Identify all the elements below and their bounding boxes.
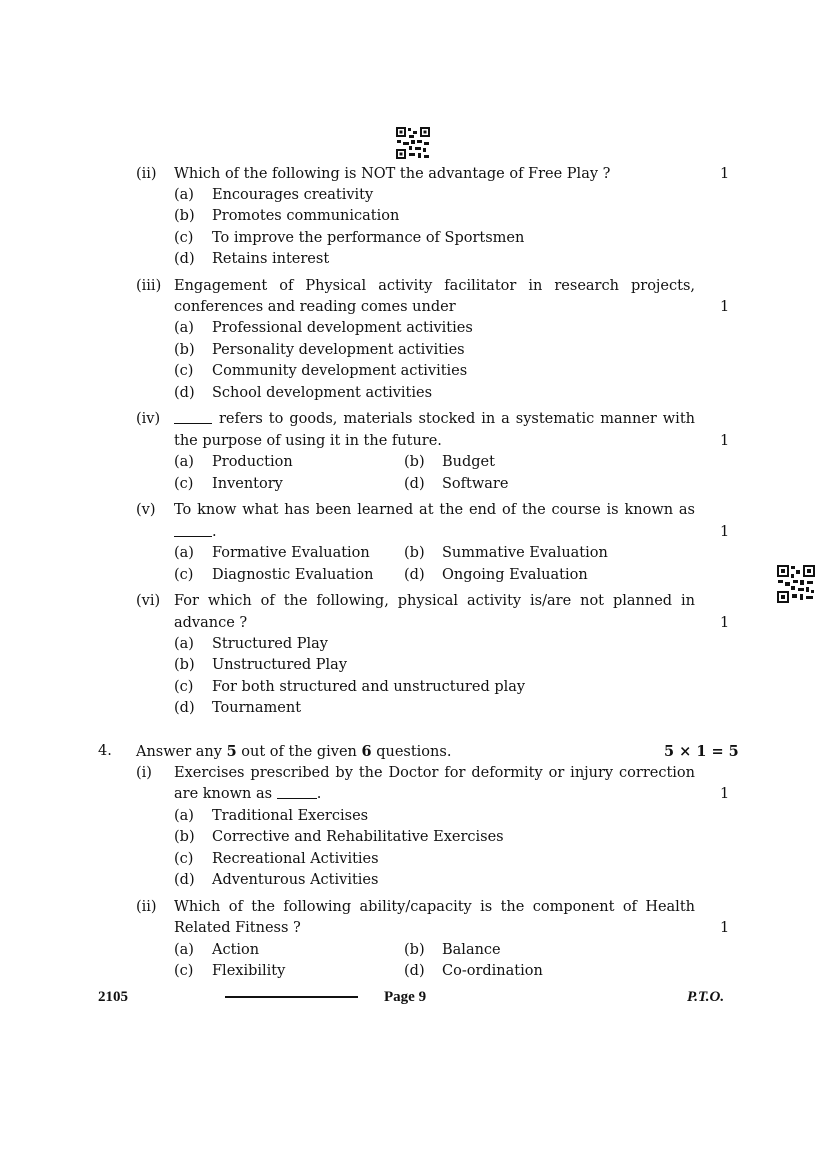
option-label: (a)	[174, 187, 194, 203]
option-label: (b)	[174, 208, 195, 224]
option-label: (d)	[174, 700, 195, 716]
option-text: Balance	[442, 942, 501, 958]
question-number: (v)	[136, 502, 156, 518]
option-label: (a)	[174, 636, 194, 652]
question-text-suffix: .	[316, 786, 322, 802]
option-label: (d)	[404, 567, 425, 583]
option-text: Co-ordination	[442, 963, 543, 979]
paper-code: 2105	[98, 989, 128, 1005]
question-text: are known as	[174, 786, 273, 802]
option-label: (b)	[174, 342, 195, 358]
option-label: (a)	[174, 454, 194, 470]
question-number: (vi)	[136, 593, 161, 609]
option-label: (a)	[174, 942, 194, 958]
option-label: (c)	[174, 230, 194, 246]
option-text: For both structured and unstructured play	[212, 679, 526, 695]
question-marks: 1	[720, 786, 730, 802]
option-label: (d)	[404, 963, 425, 979]
intro-count: 6	[361, 743, 372, 760]
option-label: (d)	[174, 251, 195, 267]
intro-count: 5	[226, 743, 237, 760]
option-label: (c)	[174, 679, 194, 695]
question-marks: 1	[720, 433, 730, 449]
question-marks: 1	[720, 299, 730, 315]
intro-text: questions.	[371, 744, 452, 760]
question-text: For which of the following, physical activity is/are not planned in	[174, 593, 695, 609]
answer-blank-line	[174, 524, 217, 541]
option-label: (b)	[174, 657, 195, 673]
option-text: Professional development activities	[212, 320, 473, 336]
option-label: (a)	[174, 545, 194, 561]
question-number: (ii)	[136, 899, 157, 915]
question-text: advance ?	[174, 615, 248, 631]
option-label: (d)	[174, 872, 195, 888]
option-label: (c)	[174, 963, 194, 979]
pto-label: P.T.O.	[687, 989, 725, 1005]
answer-blank	[174, 411, 212, 428]
question-text: To know what has been learned at the end of the course is known as	[174, 502, 695, 518]
question-text: conferences and reading comes under	[174, 299, 456, 315]
option-text: Diagnostic Evaluation	[212, 567, 374, 583]
option-label: (b)	[404, 454, 425, 470]
question-text-line	[174, 786, 321, 803]
option-text: Retains interest	[212, 251, 330, 267]
question-marks: 1	[720, 615, 730, 631]
option-label: (d)	[404, 476, 425, 492]
option-text: School development activities	[212, 385, 433, 401]
option-text: Personality development activities	[212, 342, 465, 358]
question-intro	[136, 743, 451, 761]
option-label: (b)	[174, 829, 195, 845]
top-qr-code-icon	[395, 126, 431, 160]
option-text: Summative Evaluation	[442, 545, 608, 561]
option-label: (c)	[174, 851, 194, 867]
option-text: To improve the performance of Sportsmen	[212, 230, 525, 246]
option-text: Tournament	[212, 700, 302, 716]
question-number: (iv)	[136, 411, 161, 427]
question-number: 4.	[98, 743, 112, 759]
question-marks: 1	[720, 524, 730, 540]
option-text: Corrective and Rehabilitative Exercises	[212, 829, 504, 845]
option-text: Structured Play	[212, 636, 328, 652]
question-text: Which of the following ability/capacity is the component of Health	[174, 899, 695, 915]
option-text: Inventory	[212, 476, 283, 492]
option-text: Community development activities	[212, 363, 468, 379]
question-number: (i)	[136, 765, 152, 781]
option-text: Formative Evaluation	[212, 545, 370, 561]
footer-divider	[225, 996, 358, 998]
option-text: Production	[212, 454, 293, 470]
question-marks: 1	[720, 166, 730, 182]
question-number: (ii)	[136, 166, 157, 182]
question-text: refers to goods, materials stocked in a systematic manner with	[219, 411, 695, 427]
question-number: (iii)	[136, 278, 162, 294]
question-text: the purpose of using it in the future.	[174, 433, 442, 449]
option-text: Promotes communication	[212, 208, 400, 224]
intro-text: out of the given	[236, 744, 362, 760]
option-label: (d)	[174, 385, 195, 401]
option-label: (a)	[174, 320, 194, 336]
option-label: (a)	[174, 808, 194, 824]
side-qr-code-icon	[776, 564, 816, 604]
option-text: Adventurous Activities	[212, 872, 379, 888]
question-text: Related Fitness ?	[174, 920, 301, 936]
option-label: (c)	[174, 363, 194, 379]
question-text: Engagement of Physical activity facilitator in research projects,	[174, 278, 695, 294]
option-text: Budget	[442, 454, 495, 470]
option-text: Traditional Exercises	[212, 808, 369, 824]
option-label: (c)	[174, 567, 194, 583]
option-text: Ongoing Evaluation	[442, 567, 588, 583]
question-text: Exercises prescribed by the Doctor for deformity or injury correction	[174, 765, 695, 781]
option-label: (c)	[174, 476, 194, 492]
option-text: Unstructured Play	[212, 657, 348, 673]
page-number: Page 9	[384, 989, 427, 1005]
option-text: Software	[442, 476, 509, 492]
option-text: Action	[212, 942, 260, 958]
question-marks: 1	[720, 920, 730, 936]
option-label: (b)	[404, 545, 425, 561]
option-text: Flexibility	[212, 963, 286, 979]
question-text: Which of the following is NOT the advantage of Free Play ?	[174, 166, 611, 182]
section-marks: 5 × 1 = 5	[664, 743, 739, 760]
option-label: (b)	[404, 942, 425, 958]
intro-text: Answer any	[136, 744, 227, 760]
option-text: Recreational Activities	[212, 851, 379, 867]
question-text-suffix: .	[212, 524, 217, 540]
option-text: Encourages creativity	[212, 187, 374, 203]
